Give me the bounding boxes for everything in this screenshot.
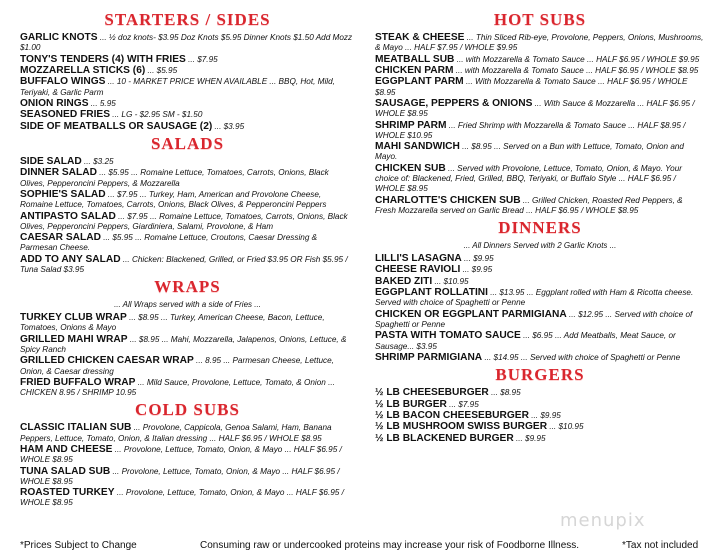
menu-item-name: EGGPLANT ROLLATINI	[375, 287, 488, 299]
menu-item-description: ... $8.95 ... Mahi, Mozzarella, Jalapenos, Onions, Lettuce, & Spicy Ranch	[20, 334, 347, 354]
menu-item	[20, 313, 355, 333]
hotsubs-title: HOT SUBS	[493, 10, 587, 29]
menu-item	[20, 66, 355, 76]
menu-item-description: ... $12.95 ... Served with choice of Spaghetti or Penne	[375, 309, 693, 329]
menu-item	[20, 168, 355, 188]
menu-item-description: ... $5.95 ... Romaine Lettuce, Tomatoes, Carrots, Onions, Black Olives, Pepperoncini Peppers, & Mozzarella	[20, 168, 329, 188]
menu-item-description: ... $9.95	[531, 410, 561, 420]
menu-item-name: DINNER SALAD	[20, 167, 97, 179]
wraps-list	[20, 313, 355, 398]
menu-item	[375, 99, 705, 119]
menu-item-name: STEAK & CHEESE	[375, 32, 465, 43]
menu-item	[375, 277, 705, 287]
coldsubs-list	[20, 423, 355, 508]
menu-item-description: ... Provolone, Lettuce, Tomato, Onion, & Mayo ... HALF $6.95 / WHOLE $8.95	[20, 488, 344, 508]
menu-item	[20, 255, 355, 275]
menu-item	[20, 356, 355, 376]
menu-item-name: ADD TO ANY SALAD	[20, 253, 121, 265]
menu-item-description: ... $9.95	[464, 253, 494, 263]
menu-item-description: ... with Mozzarella & Tomato Sauce ... HALF $6.95 / WHOLE $9.95	[456, 54, 700, 64]
menu-item-description: ... $3.25	[83, 156, 114, 166]
menu-item-description: ... $9.95	[462, 265, 493, 275]
menu-item	[375, 400, 705, 410]
dinners-list	[375, 254, 705, 363]
menu-item-name: SEASONED FRIES	[20, 109, 111, 121]
menu-item-name: TURKEY CLUB WRAP	[20, 312, 127, 324]
menu-item	[375, 55, 705, 65]
menu-item	[375, 142, 705, 162]
menu-item-name: ONION RINGS	[20, 97, 89, 109]
menu-item	[20, 378, 355, 398]
menu-item-description: ... Grilled Chicken, Roasted Red Peppers, & Fresh Mozzarella served on Garlic Bread ... HALF $6.95 / WHOLE $8.95	[375, 195, 683, 215]
menu-item-description: ... $7.95	[449, 399, 479, 409]
menu-item-description: ... Mild Sauce, Provolone, Lettuce, Tomato, & Onion ... CHICKEN 8.95 / SHRIMP 10.95	[20, 377, 335, 398]
menu-item-description: ... 10 - MARKET PRICE WHEN AVAILABLE ... BBQ, Hot, Mild, Teriyaki, & Garlic Parm	[20, 77, 335, 97]
menu-item-name: SAUSAGE, PEPPERS & ONIONS	[375, 97, 533, 109]
menu-item-name: SIDE SALAD	[20, 155, 82, 167]
menu-item-description: ... $9.95	[515, 433, 546, 443]
menu-item-name: CHICKEN PARM	[375, 64, 454, 76]
menu-item-description: ... $6.95 ... Add Meatballs, Meat Sauce, or Sausage... $3.95	[375, 331, 676, 351]
menu-item	[20, 33, 355, 53]
left-column	[20, 8, 355, 510]
burgers-title: BURGERS	[495, 365, 585, 385]
dinners-note: ... All Dinners Served with 2 Garlic Knots ...	[463, 240, 617, 250]
menu-item	[20, 55, 355, 65]
wraps-title: WRAPS	[154, 277, 221, 297]
menu-item	[20, 488, 355, 508]
prices-note: *Prices Subject to Change	[20, 540, 137, 551]
menu-item-name: SHRIMP PARMIGIANA	[375, 351, 483, 363]
menu-item-description: ... Provolone, Lettuce, Tomato, Onion, & Mayo ... HALF $6.95 / WHOLE $8.95	[20, 444, 342, 465]
menu-item-name: FRIED BUFFALO WRAP	[20, 376, 136, 388]
menu-item	[20, 190, 355, 210]
starters-list	[20, 33, 355, 132]
menu-item-description: ... $5.95	[147, 65, 178, 75]
menu-item-name: EGGPLANT PARM	[375, 76, 464, 88]
menu-item	[375, 411, 705, 421]
menu-item-description: ... $5.95 ... Romaine Lettuce, Croutons, Caesar Dressing & Parmesan Cheese.	[20, 233, 318, 253]
menu-item-description: ... $8.95	[491, 388, 521, 398]
menu-item	[375, 353, 705, 363]
menu-item-name: ½ LB CHEESEBURGER	[375, 387, 489, 399]
menu-item-description: ... Fried Shrimp with Mozzarella & Tomato Sauce ... HALF $8.95 / WHOLE $10.95	[375, 120, 686, 140]
menu-item-name: LILLI'S LASAGNA	[375, 252, 462, 264]
menu-item-description: ... $13.95 ... Eggplant rolled with Ham & Ricotta cheese. Served with choice of Spaghetti or Penne	[375, 288, 694, 308]
right-column	[375, 8, 705, 445]
menu-item	[20, 233, 355, 253]
menu-item	[20, 423, 355, 443]
menu-item	[375, 331, 705, 351]
menu-item-name: CLASSIC ITALIAN SUB	[20, 422, 132, 434]
menu-item-description: ... $10.95	[549, 422, 584, 432]
menu-item-name: MOZZARELLA STICKS (6)	[20, 64, 146, 76]
menu-item-description: ... $7.95 ... Romaine Lettuce, Tomatoes, Carrots, Onions, Black Olives, Pepperoncini Peppers, Giardiniera, Salami, Provolone, & Ham	[20, 211, 348, 231]
menu-item-description: ... With Sauce & Mozzarella ... HALF $6.95 / WHOLE $8.95	[375, 98, 695, 119]
menu-item	[20, 157, 355, 167]
menu-item-name: TONY'S TENDERS (4) WITH FRIES	[20, 53, 186, 65]
menu-item-description: ... $10.95	[434, 276, 469, 286]
menu-item-name: GRILLED CHICKEN CAESAR WRAP	[20, 355, 194, 367]
menu-item	[375, 66, 705, 76]
menupix-watermark: menupix	[560, 510, 646, 531]
menu-item-name: SIDE OF MEATBALLS OR SAUSAGE (2)	[20, 120, 213, 132]
wraps-note: ... All Wraps served with a side of Fries ...	[114, 300, 261, 310]
hotsubs-list	[375, 33, 705, 216]
menu-item-description: ... $14.95 ... Served with choice of Spaghetti or Penne	[484, 352, 681, 362]
salads-title: SALADS	[150, 133, 225, 153]
menu-item-description: ... $7.95 ... Turkey, Ham, American and Provolone Cheese, Romaine Lettuce, Tomatoes, Carrots, Onions, Black Olives, & Pepperoncini Peppers	[20, 189, 327, 210]
menu-item-description: ... with Mozzarella & Tomato Sauce ... HALF $6.95 / WHOLE $8.95	[455, 65, 699, 75]
menu-item	[375, 121, 705, 141]
menu-item-description: ... $8.95 ... Served on a Bun with Lettuce, Tomato, Onion and Mayo.	[375, 142, 684, 162]
menu-item	[375, 310, 705, 330]
menu-item-name: MAHI SANDWICH	[375, 141, 460, 153]
menu-item	[375, 434, 705, 444]
menu-item-name: SHRIMP PARM	[375, 119, 447, 131]
menu-item-description: ... ½ doz knots- $3.95 Doz Knots $5.95 Dinner Knots $1.50 Add Mozz $1.00	[20, 33, 353, 53]
menu-item-name: BAKED ZITI	[375, 275, 433, 287]
menu-item-name: HAM AND CHEESE	[20, 443, 113, 455]
menu-item	[375, 288, 705, 308]
menu-item	[375, 77, 705, 97]
menu-item	[375, 196, 705, 216]
menu-item-name: PASTA WITH TOMATO SAUCE	[375, 330, 521, 342]
menu-item	[20, 110, 355, 120]
menu-item-description: ... Thin Sliced Rib-eye, Provolone, Peppers, Onions, Mushrooms, & Mayo ... HALF $7.95 / WHOLE $9.95	[375, 33, 704, 53]
menu-item-description: ... $8.95 ... Turkey, American Cheese, Bacon, Lettuce, Tomatoes, Onions & Mayo	[20, 313, 325, 333]
menu-item	[20, 77, 355, 97]
menu-item-name: MEATBALL SUB	[375, 53, 455, 65]
menu-item-description: ... With Mozzarella & Tomato Sauce ... HALF $6.95 / WHOLE $8.95	[375, 77, 688, 97]
tax-note: *Tax not included	[622, 540, 699, 551]
menu-item	[20, 445, 355, 465]
salads-list	[20, 157, 355, 275]
foodborne-warning: Consuming raw or undercooked proteins may increase your risk of Foodborne Illness.	[200, 540, 580, 551]
menu-item-name: TUNA SALAD SUB	[20, 465, 111, 477]
menu-item-description: ... Provolone, Lettuce, Tomato, Onion, & Mayo ... HALF $6.95 / WHOLE $8.95	[20, 466, 340, 486]
menu-item-name: CHICKEN SUB	[375, 162, 446, 174]
menu-item-name: ½ LB MUSHROOM SWISS BURGER	[375, 421, 548, 433]
menu-item-description: ... LG - $2.95 SM - $1.50	[112, 110, 203, 120]
menu-item-name: CHARLOTTE'S CHICKEN SUB	[375, 194, 521, 206]
menu-item-description: ... $7.95	[188, 54, 218, 64]
menu-item	[375, 164, 705, 195]
coldsubs-title: COLD SUBS	[135, 400, 240, 420]
menu-item	[375, 33, 705, 53]
menu-item	[20, 467, 355, 487]
menu-item	[20, 212, 355, 232]
menu-item	[20, 122, 355, 132]
menu-item	[375, 265, 705, 275]
dinners-title: DINNERS	[498, 217, 582, 237]
menu-item-name: GARLIC KNOTS	[20, 32, 98, 43]
starters-title: STARTERS / SIDES	[104, 10, 271, 29]
menu-item-name: ½ LB BURGER	[375, 398, 447, 410]
menu-item-description: ... Chicken: Blackened, Grilled, or Fried $3.95 OR Fish $5.95 / Tuna Salad $3.95	[20, 254, 348, 274]
menu-item-name: ½ LB BACON CHEESEBURGER	[375, 409, 529, 421]
menu-item-description: ... Provolone, Cappicola, Genoa Salami, Ham, Banana Peppers, Lettuce, Tomato, Onion, & Italian dressing ... HALF $6.95 / WHOLE $8.95	[20, 423, 332, 443]
burgers-list	[375, 388, 705, 444]
menu-item	[20, 335, 355, 355]
menu-item-description: ... Served with Provolone, Lettuce, Tomato, Onion, & Mayo. Your choice of: Blackened, Fried, Grilled, BBQ, Teriyaki, or Buffalo Style ... HALF $6.95 / WHOLE $8.95	[375, 163, 682, 194]
menu-item	[20, 99, 355, 109]
menu-item-name: CHICKEN OR EGGPLANT PARMIGIANA	[375, 308, 567, 320]
menu-item-name: CHEESE RAVIOLI	[375, 264, 461, 276]
menu-item	[375, 388, 705, 398]
menu-item	[375, 254, 705, 264]
menu-item	[375, 422, 705, 432]
menu-item-description: ... 5.95	[90, 98, 116, 108]
menu-item-description: ... $3.95	[214, 121, 245, 131]
menu-item-name: ANTIPASTO SALAD	[20, 210, 116, 222]
menu-item-name: SOPHIE'S SALAD	[20, 188, 106, 200]
menu-item-name: ½ LB BLACKENED BURGER	[375, 432, 514, 444]
menu-item-description: ... 8.95 ... Parmesan Cheese, Lettuce, Onion, & Caesar dressing	[20, 356, 334, 376]
menu-item-name: ROASTED TURKEY	[20, 487, 115, 499]
menu-item-name: CAESAR SALAD	[20, 232, 101, 244]
menu-item-name: BUFFALO WINGS	[20, 76, 106, 88]
menu-item-name: GRILLED MAHI WRAP	[20, 333, 128, 345]
